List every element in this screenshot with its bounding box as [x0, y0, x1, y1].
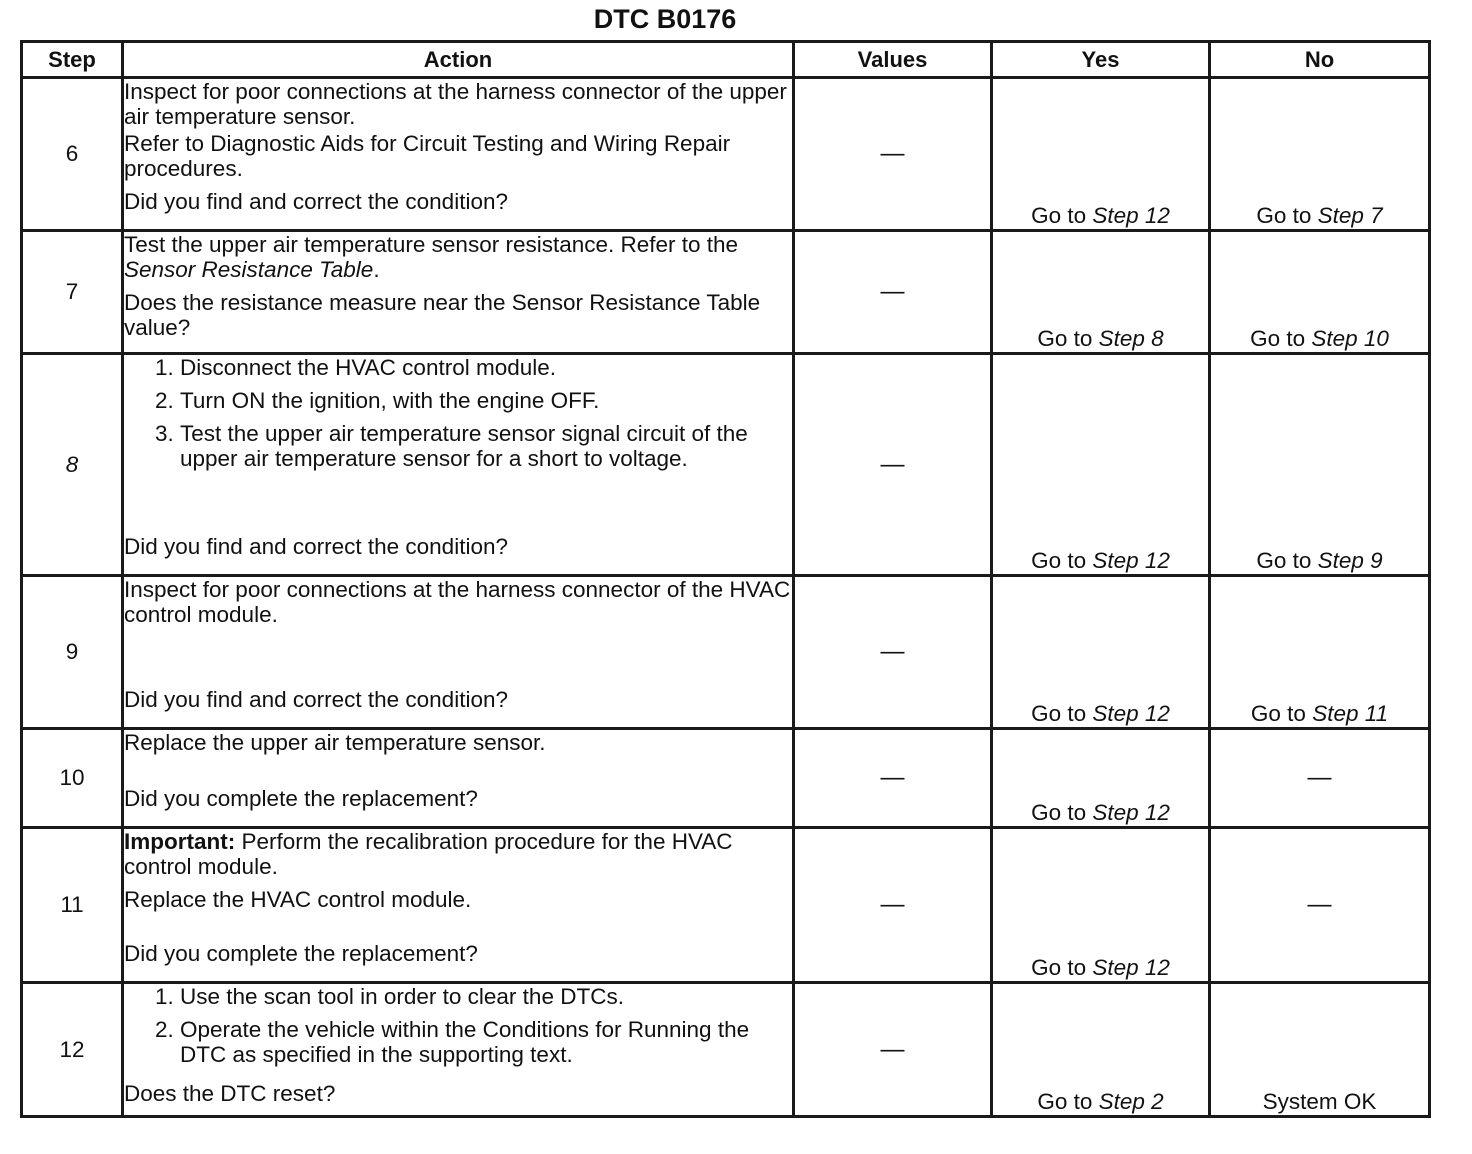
important-label: Important: — [124, 829, 236, 854]
yes-cell: Go to Step 12 — [992, 78, 1210, 231]
action-steps — [124, 355, 792, 479]
header-row — [22, 42, 1430, 78]
no-cell: System OK — [1210, 983, 1430, 1117]
no-cell: Go to Step 10 — [1210, 231, 1430, 354]
values-cell: — — [794, 231, 992, 354]
values-cell: — — [794, 354, 992, 576]
action-question: Did you find and correct the condition? — [124, 687, 508, 712]
action-text: Replace the HVAC control module. — [124, 887, 472, 912]
yes-cell: Go to Step 2 — [992, 983, 1210, 1117]
header-action: Action — [123, 42, 794, 78]
no-cell: Go to Step 9 — [1210, 354, 1430, 576]
step-number: 7 — [22, 231, 123, 354]
no-cell: — — [1210, 729, 1430, 828]
header-yes: Yes — [992, 42, 1210, 78]
header-step: Step — [22, 42, 123, 78]
action-question: Did you complete the replacement? — [124, 941, 478, 966]
step-number: 6 — [22, 78, 123, 231]
step-number: 9 — [22, 576, 123, 729]
step-number: 10 — [22, 729, 123, 828]
step-number: 8 — [22, 354, 123, 576]
table-row-step-12 — [22, 983, 1430, 1117]
values-cell: — — [794, 78, 992, 231]
action-cell — [123, 354, 794, 576]
action-text: Important: Perform the recalibration procedure for the HVAC control module. — [124, 829, 733, 879]
no-cell: — — [1210, 828, 1430, 983]
header-no: No — [1210, 42, 1430, 78]
action-cell — [123, 828, 794, 983]
yes-cell: Go to Step 8 — [992, 231, 1210, 354]
action-question: Did you find and correct the condition? — [124, 189, 508, 214]
action-steps — [124, 984, 792, 1075]
table-row-step-9 — [22, 576, 1430, 729]
values-cell: — — [794, 729, 992, 828]
action-cell — [123, 78, 794, 231]
yes-cell: Go to Step 12 — [992, 828, 1210, 983]
step-number: 12 — [22, 983, 123, 1117]
list-item: 2. Operate the vehicle within the Conditions for Running the DTC as specified in the supporting text. — [180, 1017, 792, 1067]
table-row-step-11 — [22, 828, 1430, 983]
no-cell: Go to Step 7 — [1210, 78, 1430, 231]
values-cell: — — [794, 983, 992, 1117]
page-title: DTC B0176 — [593, 4, 737, 34]
action-question: Does the resistance measure near the Sensor Resistance Table value? — [124, 290, 761, 340]
action-cell — [123, 576, 794, 729]
action-text: Refer to Diagnostic Aids for Circuit Testing and Wiring Repair procedures. — [124, 131, 731, 181]
table-row-step-7 — [22, 231, 1430, 354]
values-cell: — — [794, 576, 992, 729]
list-item: 3. Test the upper air temperature sensor signal circuit of the upper air temperature sensor for a short to voltage. — [180, 421, 792, 471]
action-question: Does the DTC reset? — [124, 1081, 336, 1106]
action-cell — [123, 983, 794, 1117]
action-question: Did you find and correct the condition? — [124, 534, 508, 559]
table-row-step-8 — [22, 354, 1430, 576]
action-question: Did you complete the replacement? — [124, 786, 478, 811]
action-text: Inspect for poor connections at the harness connector of the upper air temperature sensor. — [124, 79, 787, 129]
header-values: Values — [794, 42, 992, 78]
dtc-table — [20, 40, 1431, 1118]
action-text: Inspect for poor connections at the harness connector of the HVAC control module. — [124, 577, 791, 627]
values-cell: — — [794, 828, 992, 983]
table-row-step-10 — [22, 729, 1430, 828]
action-cell — [123, 231, 794, 354]
table-row-step-6 — [22, 78, 1430, 231]
list-item: 2. Turn ON the ignition, with the engine OFF. — [180, 388, 792, 413]
action-cell — [123, 729, 794, 828]
step-number: 11 — [22, 828, 123, 983]
yes-cell: Go to Step 12 — [992, 729, 1210, 828]
list-item: 1. Use the scan tool in order to clear the DTCs. — [180, 984, 792, 1009]
action-text: Replace the upper air temperature sensor. — [124, 730, 546, 755]
yes-cell: Go to Step 12 — [992, 354, 1210, 576]
no-cell: Go to Step 11 — [1210, 576, 1430, 729]
yes-cell: Go to Step 12 — [992, 576, 1210, 729]
list-item: 1. Disconnect the HVAC control module. — [180, 355, 792, 380]
action-text: Test the upper air temperature sensor resistance. Refer to the Sensor Resistance Table. — [124, 232, 739, 282]
